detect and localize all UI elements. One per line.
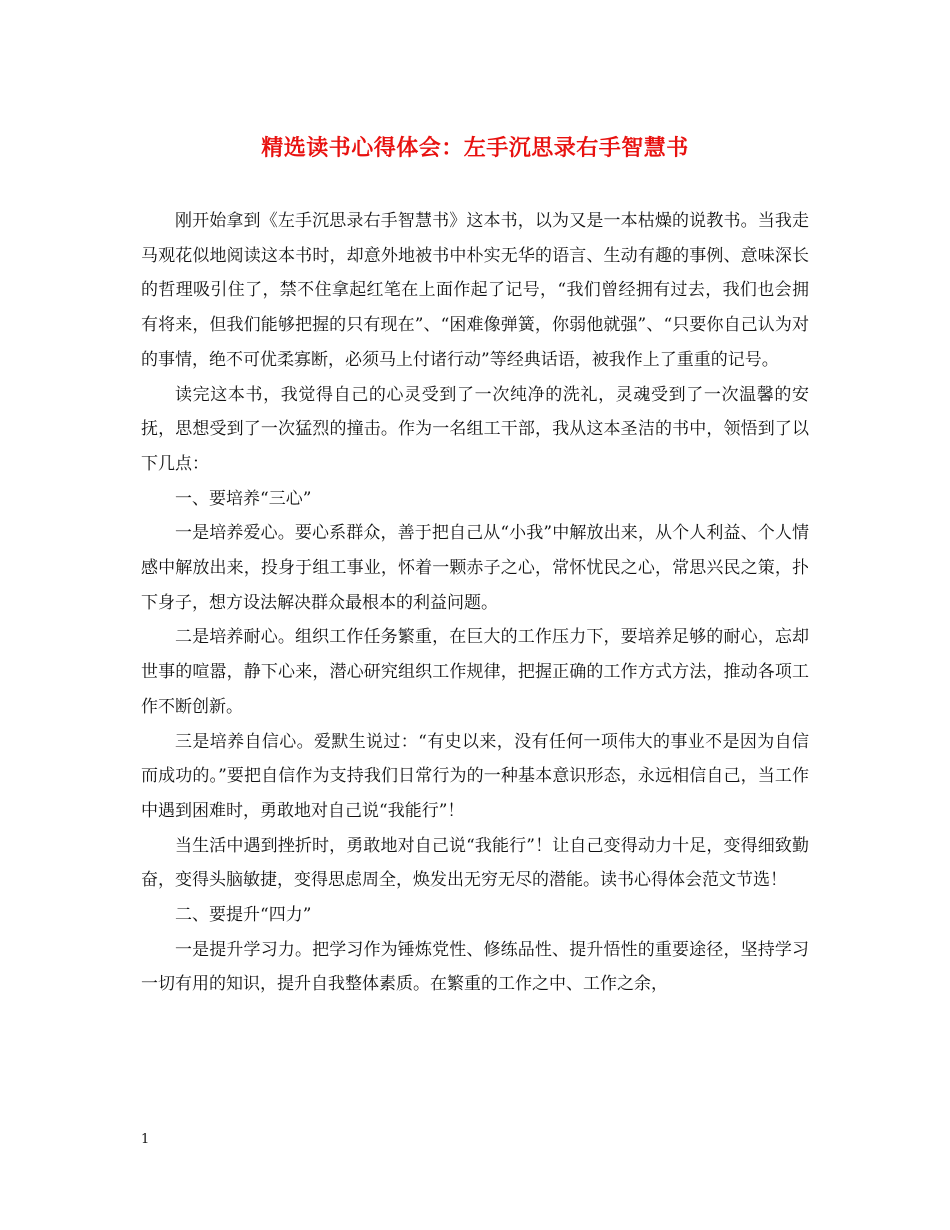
paragraph: 一是提升学习力。把学习作为锤炼党性、修练品性、提升悟性的重要途径，坚持学习一切有用的知识，提升自我整体素质。在繁重的工作之中、工作之余，: [141, 939, 809, 995]
paragraph: 二是培养耐心。组织工作任务繁重，在巨大的工作压力下，要培养足够的耐心，忘却世事的喧嚣，静下心来，潜心研究组织工作规律，把握正确的工作方式方法，推动各项工作不断创新。: [141, 627, 809, 717]
document-body: [141, 204, 809, 1002]
section-heading: 一、要培养“三心”: [175, 488, 312, 509]
section-heading: 二、要提升“四力”: [175, 905, 312, 926]
paragraph: 刚开始拿到《左手沉思录右手智慧书》这本书，以为又是一本枯燥的说教书。当我走马观花似地阅读这本书时，却意外地被书中朴实无华的语言、生动有趣的事例、意味深长的哲理吸引住了，禁不住拿起红笔在上面作起了记号，“我们曾经拥有过去，我们也会拥有将来，但我们能够把握的只有现在”、“困难像弹簧，你弱他就强”、“只要你自己认为对的事情，绝不可优柔寡断，必须马上付诸行动”等经典话语，被我作上了重重的记号。: [141, 211, 809, 370]
document-title: 精选读书心得体会：左手沉思录右手智慧书: [261, 135, 689, 161]
paragraph: 三是培养自信心。爱默生说过：“有史以来，没有任何一项伟大的事业不是因为自信而成功的。”要把自信作为支持我们日常行为的一种基本意识形态，永远相信自己，当工作中遇到困难时，勇敢地对自己说“我能行”！: [141, 731, 809, 821]
paragraph: 当生活中遇到挫折时，勇敢地对自己说“我能行”！让自己变得动力十足，变得细致勤奋，变得头脑敏捷，变得思虑周全，焕发出无穷无尽的潜能。读书心得体会范文节选！: [141, 835, 809, 891]
paragraph: 一是培养爱心。要心系群众，善于把自己从“小我”中解放出来，从个人利益、个人情感中解放出来，投身于组工事业，怀着一颗赤子之心，常怀忧民之心，常思兴民之策，扑下身子，想方设法解决群众最根本的利益问题。: [141, 523, 809, 613]
page-number: 1: [141, 1132, 150, 1147]
paragraph: 读完这本书，我觉得自己的心灵受到了一次纯净的洗礼，灵魂受到了一次温馨的安抚，思想受到了一次猛烈的撞击。作为一名组工干部，我从这本圣洁的书中，领悟到了以下几点：: [141, 384, 809, 474]
